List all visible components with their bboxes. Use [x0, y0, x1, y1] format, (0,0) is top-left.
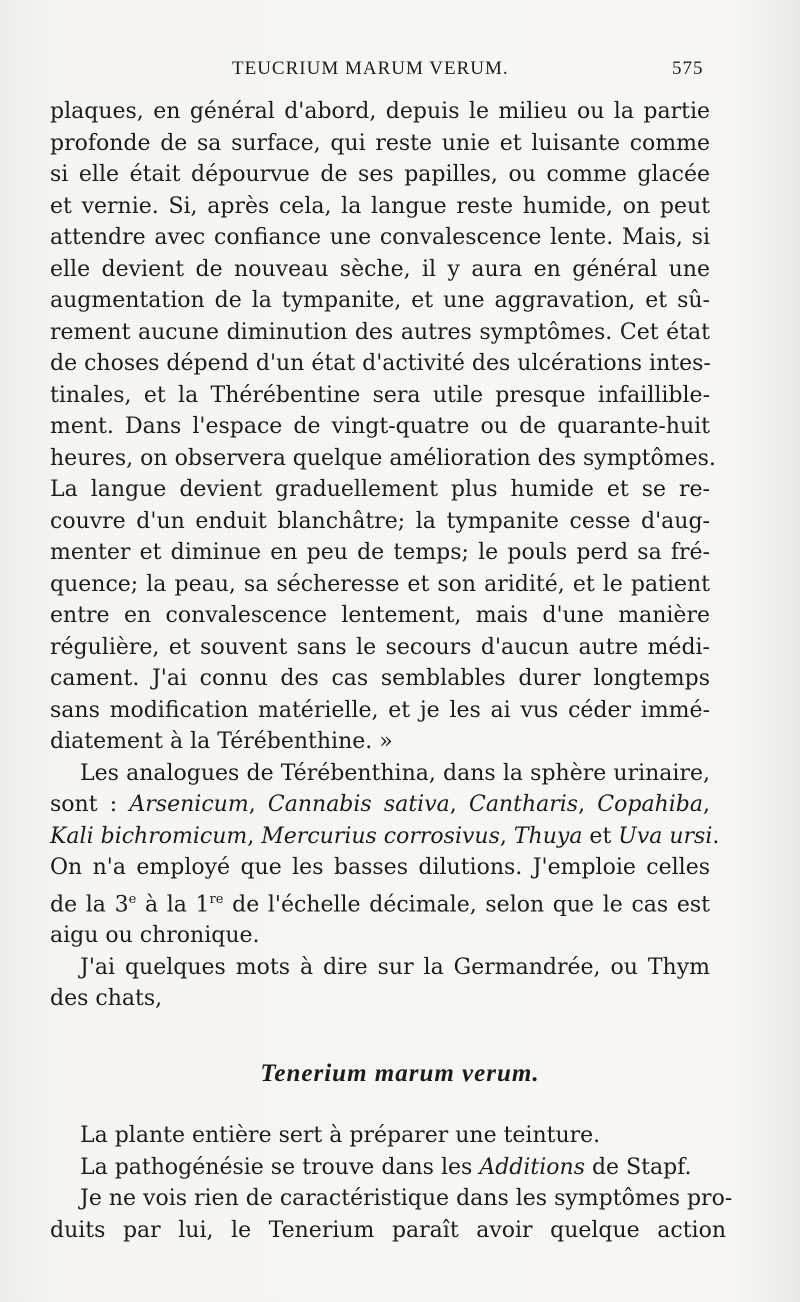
paragraph-quote-continuation: [50, 96, 716, 758]
text-line: La plante entière sert à préparer une teinture.: [80, 1123, 601, 1148]
text-line: elle devient de nouveau sèche, il y aura en général une: [50, 256, 710, 282]
text-line: augmentation de la tympanite, et une aggravation, et sû-: [50, 288, 710, 313]
text-line: couvre d'un enduit blanchâtre; la tympanite cesse d'aug-: [50, 508, 710, 534]
text-line: plaques, en général d'abord, depuis le milieu ou la partie: [50, 99, 710, 124]
text-line: menter et diminue en peu de temps; le pouls perd sa fré-: [50, 540, 710, 565]
text-line: si elle était dépourvue de ses papilles, ou comme glacée: [50, 162, 710, 187]
text-line: rement aucune diminution des autres symptômes. Cet état: [50, 319, 710, 345]
text-line: quence; la peau, sa sécheresse et son aridité, et le patient: [50, 571, 710, 597]
text-line: duits par lui, le Tenerium paraît avoir quelque action: [50, 1217, 726, 1243]
text-line: ment. Dans l'espace de vingt-quatre ou de quarante-huit: [50, 414, 710, 439]
page-header: [0, 58, 800, 88]
text-line: entre en convalescence lentement, mais d'une manière: [50, 603, 710, 628]
section-heading: Tenerium marum verum.: [260, 1060, 540, 1087]
text-line: aigu ou chronique.: [50, 923, 260, 949]
section-text: [50, 1120, 733, 1246]
text-line: J'ai quelques mots à dire sur la Germandrée, ou Thym: [80, 954, 710, 980]
running-title: TEUCRIUM MARUM VERUM.: [232, 58, 509, 79]
text-line: diatement à la Térébenthine. »: [50, 729, 393, 754]
text-line: On n'a employé que les basses dilutions. J'emploie celles: [50, 855, 710, 880]
text-line: de choses dépend d'un état d'activité des ulcérations intes-: [50, 351, 711, 376]
text-line: profonde de sa surface, qui reste unie et luisante comme: [50, 130, 710, 156]
text-line: tinales, et la Thérébentine sera utile presque infaillible-: [50, 382, 710, 408]
text-line: Les analogues de Térébenthina, dans la sphère urinaire,: [80, 760, 710, 786]
main-text: [50, 96, 720, 1015]
text-line: Kali bichromicum, Mercurius corrosivus, Thuya et Uva ursi.: [50, 823, 720, 849]
text-line: La langue devient graduellement plus humide et se re-: [50, 477, 710, 502]
text-line: sans modification matérielle, et je les ai vus céder immé-: [50, 697, 710, 723]
text-line: cament. J'ai connu des cas semblables durer longtemps: [50, 666, 710, 691]
text-line: attendre avec confiance une convalescence lente. Mais, si: [50, 225, 710, 250]
text-line: La pathogénésie se trouve dans les Additions de Stapf.: [80, 1154, 692, 1180]
text-line: de la 3e à la 1re de l'échelle décimale, selon que le cas est: [50, 891, 710, 917]
text-line: régulière, et souvent sans le secours d'aucun autre médi-: [50, 634, 710, 660]
text-line: heures, on observera quelque amélioration des symptômes.: [50, 445, 716, 471]
paragraph-analogues: [50, 758, 720, 952]
text-line: Je ne vois rien de caractéristique dans les symptômes pro-: [80, 1186, 733, 1211]
text-line: sont : Arsenicum, Cannabis sativa, Cantharis, Copahiba,: [50, 792, 710, 817]
text-line: et vernie. Si, après cela, la langue reste humide, on peut: [50, 193, 710, 219]
text-line: des chats,: [50, 986, 163, 1012]
paragraph-germandree: [50, 952, 710, 1015]
page-number: 575: [672, 58, 704, 79]
